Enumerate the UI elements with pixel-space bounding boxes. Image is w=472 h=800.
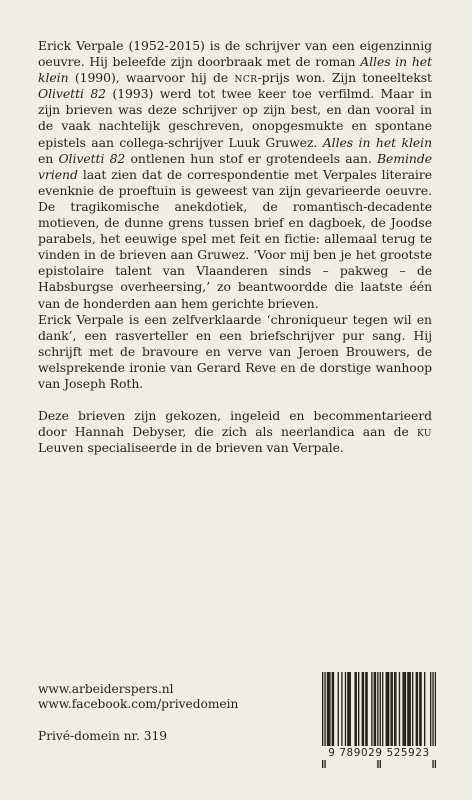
- barcode-bar: [329, 672, 330, 746]
- barcode-bar: [366, 672, 367, 746]
- barcode-bar: [386, 672, 387, 746]
- university-acronym: ku: [417, 424, 432, 440]
- barcode-bar: [374, 672, 375, 746]
- barcode-bar: [407, 672, 408, 746]
- text-run: (1990), waarvoor hij de: [68, 70, 235, 86]
- text-run: -prijs won. Zijn toneeltekst: [257, 70, 432, 86]
- title-italic: Olivetti 82: [38, 86, 107, 102]
- barcode-bar: [424, 672, 425, 746]
- barcode-bar: [348, 672, 349, 746]
- barcode-bar: [358, 672, 359, 746]
- barcode-bar: [356, 672, 357, 746]
- barcode-bar: [338, 672, 339, 746]
- title-italic: Alles in het klein: [38, 54, 432, 86]
- title-italic: Olivetti 82: [58, 150, 126, 166]
- blurb-text: [38, 38, 432, 456]
- barcode-bar: [387, 672, 388, 746]
- barcode-bar: [408, 672, 409, 746]
- barcode-bar: [388, 672, 389, 746]
- barcode-bar: [402, 672, 403, 746]
- barcode-bar: [365, 672, 366, 746]
- barcode-bar: [332, 672, 333, 746]
- text-run: en: [38, 150, 59, 166]
- text-run: Erick Verpale (1952-2015) is de schrijver van een eigenzinnig oeuvre. Hij beleefde zijn doorbraak met de roman: [38, 38, 432, 70]
- barcode-bar: [333, 672, 334, 746]
- text-run: Deze brieven zijn gekozen, ingeleid en becommentarieerd door Hannah Debyser, die zich als neerlandica aan de: [38, 408, 432, 440]
- publisher-footer: [38, 682, 258, 745]
- blurb-paragraph-3: [38, 408, 432, 456]
- barcode-bar: [399, 672, 400, 746]
- barcode-bar: [404, 672, 405, 746]
- prize-acronym: ncr: [234, 70, 258, 86]
- publisher-website-link[interactable]: www.arbeiderspers.nl: [38, 682, 174, 696]
- facebook-link[interactable]: www.facebook.com/privedomein: [38, 697, 239, 712]
- barcode-bar: [392, 672, 393, 746]
- barcode-bar: [416, 672, 417, 746]
- barcode-bar: [412, 672, 413, 746]
- barcode-bar: [363, 672, 364, 746]
- barcode-bar: [328, 672, 329, 746]
- barcode-bar: [395, 672, 396, 746]
- barcode-bar: [341, 672, 342, 746]
- barcode-bar: [410, 672, 411, 746]
- barcode-bar: [430, 672, 431, 746]
- barcode-bar: [350, 672, 351, 746]
- barcode-bar: [417, 672, 418, 746]
- barcode-bar: [362, 672, 363, 746]
- barcode-bar: [354, 672, 355, 746]
- ean-number: 9 789029 525923: [322, 746, 436, 760]
- barcode-bar: [345, 672, 346, 746]
- barcode-bar: [390, 672, 391, 746]
- title-italic: Beminde vriend: [38, 150, 432, 182]
- barcode-bar: [405, 672, 406, 746]
- text-run: laat zien dat de correspondentie met Verpales literaire evenknie de proeftuin is geweest van zijn gevarieerde oeuvre. De tragikomische anekdotiek, de romantisch-decadente motieven, de dunne grens tussen brief en dagboek, de Joodse parabels, het eeuwige spel met feit en fictie: allemaal terug te vinden in de brieven aan Gruwez. ‘Voor mij ben je het grootste epistolaire talent van Vlaanderen sinds – pakweg – de Habsburgse overheersing,’ zo beantwoordde die laatste één van de honderden aan hem gerichte brieven.: [38, 166, 432, 311]
- barcode-bar: [419, 672, 420, 746]
- barcode-bar: [327, 672, 328, 746]
- blurb-paragraph-1: [38, 38, 432, 312]
- barcode-bar: [394, 672, 395, 746]
- barcode-bar: [420, 672, 421, 746]
- blurb-paragraph-2: Erick Verpale is een zelfverklaarde ‘chroniqueur tegen wil en dank’, een rasverteller en een briefschrijver pur sang. Hij schrijft met de bravoure en verve van Jeroen Brouwers, de welsprekende ironie van Gerard Reve en de dorstige wanhoop van Joseph Roth.: [38, 311, 432, 391]
- series-number: Privé-domein nr. 319: [38, 729, 168, 744]
- barcode-bar: [382, 672, 383, 746]
- title-italic: Alles in het klein: [322, 134, 433, 150]
- text-run: Leuven specialiseerde in de brieven van Verpale.: [38, 440, 344, 456]
- barcode-bar: [371, 672, 372, 746]
- text-run: (1993) werd tot twee keer toe verfilmd. Maar in zijn brieven was deze schrijver op zijn best, en dan vooral in de vaak nachtelijk geschreven, onopgesmukte en spontane epistels aan collega-schrijver Luuk Gruwez.: [38, 86, 432, 150]
- text-run: ontlenen hun stof er grotendeels aan.: [125, 150, 377, 166]
- barcode-bar: [347, 672, 348, 746]
- barcode-bar: [375, 672, 376, 746]
